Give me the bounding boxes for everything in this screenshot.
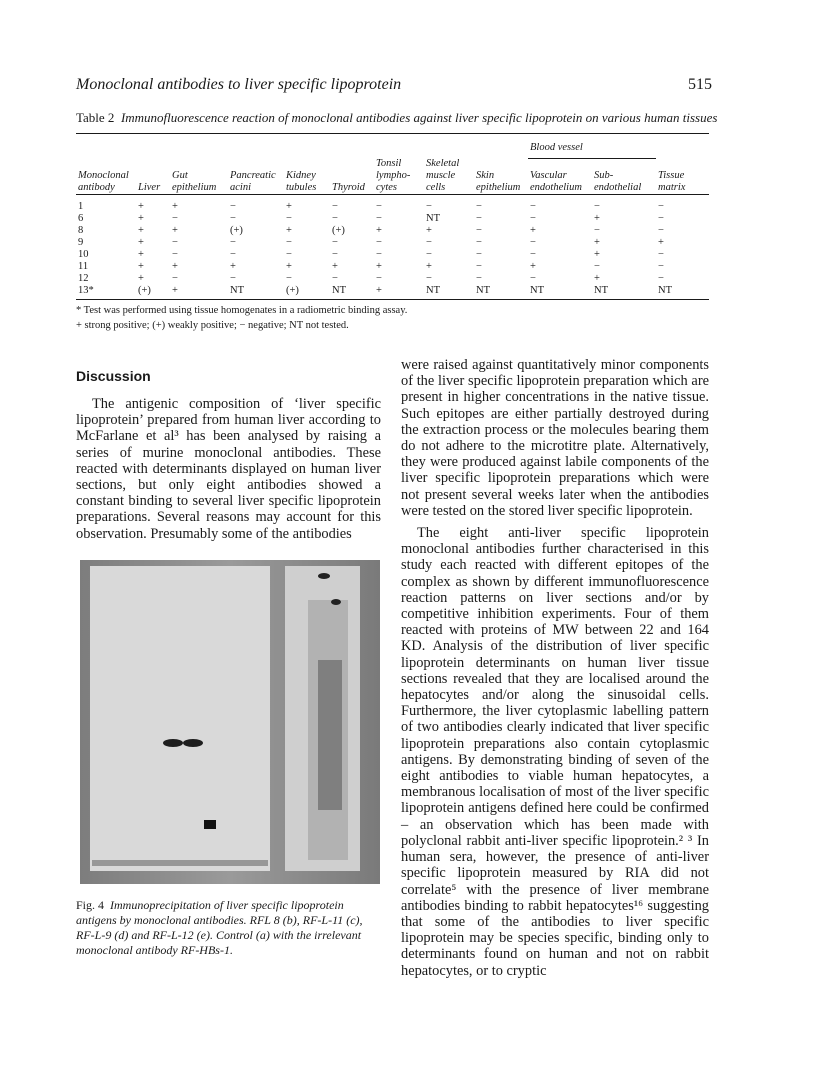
reaction-cell: + [230, 261, 236, 272]
table-footnote-1: * Test was performed using tissue homogenates in a radiometric binding assay. [76, 305, 408, 316]
reaction-cell: + [172, 261, 178, 272]
reaction-cell: − [230, 201, 236, 212]
column-header-line: antibody [78, 182, 115, 193]
table-body [76, 195, 709, 298]
column-header [656, 158, 709, 195]
column-header-line: Tissue [658, 170, 685, 181]
gel-band-c [183, 739, 203, 747]
column-header-line: tubules [286, 182, 317, 193]
gel-band-b [163, 739, 183, 747]
column-header [374, 158, 424, 195]
column-header-line: cytes [376, 182, 397, 193]
reaction-cell: − [286, 273, 292, 284]
reaction-cell: + [594, 249, 600, 260]
column-header-line: cells [426, 182, 446, 193]
column-header [76, 158, 136, 195]
gel-band-e [204, 820, 216, 829]
table-column-headers [76, 158, 709, 195]
reaction-cell: NT [594, 285, 608, 296]
figure-label: Fig. 4 [76, 898, 105, 912]
reaction-cell: − [476, 201, 482, 212]
reaction-cell: − [172, 237, 178, 248]
gel-band-upper [331, 599, 341, 605]
reaction-cell: − [332, 273, 338, 284]
reaction-cell: − [286, 213, 292, 224]
reaction-cell: + [138, 225, 144, 236]
reaction-cell: − [476, 213, 482, 224]
table-row [76, 249, 709, 261]
antibody-id-cell: 1 [78, 201, 84, 212]
reaction-cell: − [426, 273, 432, 284]
blood-vessel-group-header: Blood vessel [528, 140, 656, 158]
reaction-cell: − [332, 249, 338, 260]
reaction-cell: − [172, 249, 178, 260]
column-header-line: Sub- [594, 170, 614, 181]
reaction-cell: + [286, 201, 292, 212]
column-header-line: Gut [172, 170, 188, 181]
reaction-cell: − [658, 261, 664, 272]
reaction-cell: − [658, 273, 664, 284]
column-header-line: lympho- [376, 170, 411, 181]
table-bottom-rule [76, 299, 709, 300]
table-row [76, 237, 709, 249]
reaction-cell: (+) [286, 285, 299, 296]
column-header-line: Thyroid [332, 182, 365, 193]
reaction-cell: − [286, 237, 292, 248]
reaction-cell: (+) [332, 225, 345, 236]
reaction-cell: NT [230, 285, 244, 296]
table-row [76, 285, 709, 297]
reaction-cell: − [332, 237, 338, 248]
reaction-cell: + [658, 237, 664, 248]
table-caption [76, 110, 736, 126]
gel-front-line [92, 860, 268, 866]
table-row [76, 213, 709, 225]
reaction-cell: − [658, 213, 664, 224]
column-header-line: muscle [426, 170, 456, 181]
table-label: Table 2 [76, 110, 115, 125]
antibody-id-cell: 13* [78, 285, 94, 296]
antibody-id-cell: 9 [78, 237, 84, 248]
reaction-cell: − [476, 261, 482, 272]
reaction-cell: − [426, 237, 432, 248]
gel-smear-dark [318, 660, 342, 810]
reaction-cell: − [530, 249, 536, 260]
discussion-right-column [401, 357, 709, 979]
table-row [76, 195, 709, 214]
reaction-cell: − [230, 213, 236, 224]
table-top-rule [76, 133, 709, 134]
figure-caption [76, 898, 381, 958]
reaction-cell: − [332, 213, 338, 224]
column-header-line: Skin [476, 170, 495, 181]
running-title: Monoclonal antibodies to liver specific lipoprotein [76, 76, 402, 93]
reaction-cell: + [138, 261, 144, 272]
table-title: Immunofluorescence reaction of monoclonal antibodies against liver specific lipoprotein on various human tissues [120, 110, 718, 125]
reaction-cell: NT [332, 285, 346, 296]
reaction-cell: + [594, 213, 600, 224]
reaction-cell: − [476, 249, 482, 260]
immunofluorescence-table [76, 140, 709, 297]
reaction-cell: + [172, 225, 178, 236]
column-header-line: epithelium [476, 182, 521, 193]
reaction-cell: NT [658, 285, 672, 296]
reaction-cell: + [530, 261, 536, 272]
column-header [284, 158, 330, 195]
reaction-cell: + [138, 201, 144, 212]
reaction-cell: + [286, 261, 292, 272]
reaction-cell: + [426, 261, 432, 272]
column-header [228, 158, 284, 195]
antibody-id-cell: 8 [78, 225, 84, 236]
reaction-cell: − [172, 213, 178, 224]
reaction-cell: − [594, 201, 600, 212]
discussion-heading: Discussion [76, 368, 151, 384]
column-header-line: epithelium [172, 182, 217, 193]
reaction-cell: − [426, 201, 432, 212]
column-header [170, 158, 228, 195]
column-header [136, 158, 170, 195]
reaction-cell: − [476, 225, 482, 236]
reaction-cell: NT [426, 213, 440, 224]
reaction-cell: + [286, 225, 292, 236]
reaction-cell: − [476, 237, 482, 248]
column-header-line: acini [230, 182, 251, 193]
reaction-cell: − [332, 201, 338, 212]
discussion-left-column [76, 396, 381, 542]
reaction-cell: − [426, 249, 432, 260]
figure-caption-text: Immunoprecipitation of liver specific lipoprotein antigens by monoclonal antibodies. RFL 8 (b), RF-L-11 (c), RF-L-9 (d) and RF-L-12 (e). Control (a) with the irrelevant monoclonal antibody RF-HBs-1. [76, 898, 363, 957]
column-header-line: Vascular [530, 170, 567, 181]
column-header-line: matrix [658, 182, 686, 193]
reaction-cell: − [376, 237, 382, 248]
reaction-cell: + [594, 273, 600, 284]
reaction-cell: + [376, 285, 382, 296]
reaction-cell: − [658, 225, 664, 236]
reaction-cell: − [530, 213, 536, 224]
reaction-cell: − [530, 201, 536, 212]
reaction-cell: + [172, 285, 178, 296]
reaction-cell: − [172, 273, 178, 284]
reaction-cell: − [230, 237, 236, 248]
reaction-cell: + [376, 261, 382, 272]
discussion-para-1: The antigenic composition of ‘liver specific lipoprotein’ prepared from human liver according to McFarlane et al³ has been analysed by raising a series of murine monoclonal antibodies. These reacted with determinants displayed on human liver sections, but only eight antibodies showed a constant binding to several liver specific lipoprotein preparations. Several reasons may account for this observation. Presumably some of the antibodies [76, 396, 381, 542]
discussion-para-3: The eight anti-liver specific lipoprotein monoclonal antibodies further characterised in this study each reacted with different epitopes of the complex as shown by different immunofluorescence reaction patterns on liver sections and/or by competitive inhibition experiments. Four of them reacted with proteins of MW between 22 and 164 KD. Analysis of the distribution of liver specific lipoprotein determinants on human liver tissue sections revealed that they are localised around the hepatocytes and/or along the sinusoidal cells. Furthermore, the liver cytoplasmic labelling pattern of two antibodies clearly indicated that liver specific lipoprotein preparations also contain cytoplasmic antigens. By demonstrating binding of seven of the eight antibodies to viable human hepatocytes, a membranous localisation of most of the liver specific lipoprotein antigens defined here could be confirmed – an observation which has been made with polyclonal rabbit anti-liver specific lipoprotein.² ³ In human sera, however, the presence of anti-liver specific lipoprotein measured by RIA did not correlate⁵ with the presence of liver membrane antibodies binding to rabbit hepatocytes¹⁶ suggesting that some of the antibodies to liver specific lipoprotein may be species specific, binding only to determinants found on human and not on rabbit hepatocytes, or to cryptic [401, 525, 709, 979]
reaction-cell: + [138, 237, 144, 248]
reaction-cell: (+) [138, 285, 151, 296]
reaction-cell: − [530, 237, 536, 248]
gel-band-top [318, 573, 330, 579]
reaction-cell: − [376, 249, 382, 260]
column-header [424, 158, 474, 195]
reaction-cell: − [376, 201, 382, 212]
antibody-id-cell: 12 [78, 273, 89, 284]
column-header-line: endothelium [530, 182, 582, 193]
column-header [330, 158, 374, 195]
column-header-line: Tonsil [376, 158, 402, 169]
reaction-cell: − [658, 249, 664, 260]
reaction-cell: − [530, 273, 536, 284]
reaction-cell: + [530, 225, 536, 236]
reaction-cell: + [138, 273, 144, 284]
immunoprecipitation-gel-image [80, 560, 380, 884]
reaction-cell: + [172, 201, 178, 212]
reaction-cell: − [594, 261, 600, 272]
reaction-cell: (+) [230, 225, 243, 236]
reaction-cell: + [138, 213, 144, 224]
reaction-cell: − [286, 249, 292, 260]
page-number: 515 [688, 76, 712, 93]
reaction-cell: − [594, 225, 600, 236]
reaction-cell: − [658, 201, 664, 212]
reaction-cell: NT [476, 285, 490, 296]
gel-panel-left [90, 566, 270, 871]
reaction-cell: − [230, 273, 236, 284]
reaction-cell: NT [426, 285, 440, 296]
reaction-cell: + [332, 261, 338, 272]
column-header-line: Liver [138, 182, 161, 193]
antibody-id-cell: 10 [78, 249, 89, 260]
reaction-cell: − [476, 273, 482, 284]
table-row [76, 225, 709, 237]
reaction-cell: − [376, 213, 382, 224]
column-header [528, 158, 592, 195]
column-header [592, 158, 656, 195]
reaction-cell: + [426, 225, 432, 236]
column-header-line: Pancreatic [230, 170, 276, 181]
reaction-cell: + [376, 225, 382, 236]
reaction-cell: + [138, 249, 144, 260]
reaction-cell: NT [530, 285, 544, 296]
column-header [474, 158, 528, 195]
antibody-id-cell: 6 [78, 213, 84, 224]
reaction-cell: − [230, 249, 236, 260]
column-header-line: Skeletal [426, 158, 460, 169]
column-header-line: Monoclonal [78, 170, 129, 181]
column-header-line: endothelial [594, 182, 642, 193]
antibody-id-cell: 11 [78, 261, 89, 272]
table-footnote-2: + strong positive; (+) weakly positive; − negative; NT not tested. [76, 320, 349, 331]
gel-photo [80, 560, 380, 884]
discussion-para-2: were raised against quantitatively minor components of the liver specific lipoprotein preparation which are present in higher concentrations in the native tissue. Such epitopes are either partially destroyed during the extraction process or the molecules bearing them do not adhere to the microtitre plate. Alternatively, they were produced against labile components of the liver specific lipoprotein preparations which were not present several weeks later when the antibodies were tested on the stored liver specific lipoprotein. [401, 357, 709, 519]
reaction-cell: + [594, 237, 600, 248]
table-row [76, 273, 709, 285]
reaction-cell: − [376, 273, 382, 284]
table-row [76, 261, 709, 273]
column-header-line: Kidney [286, 170, 316, 181]
